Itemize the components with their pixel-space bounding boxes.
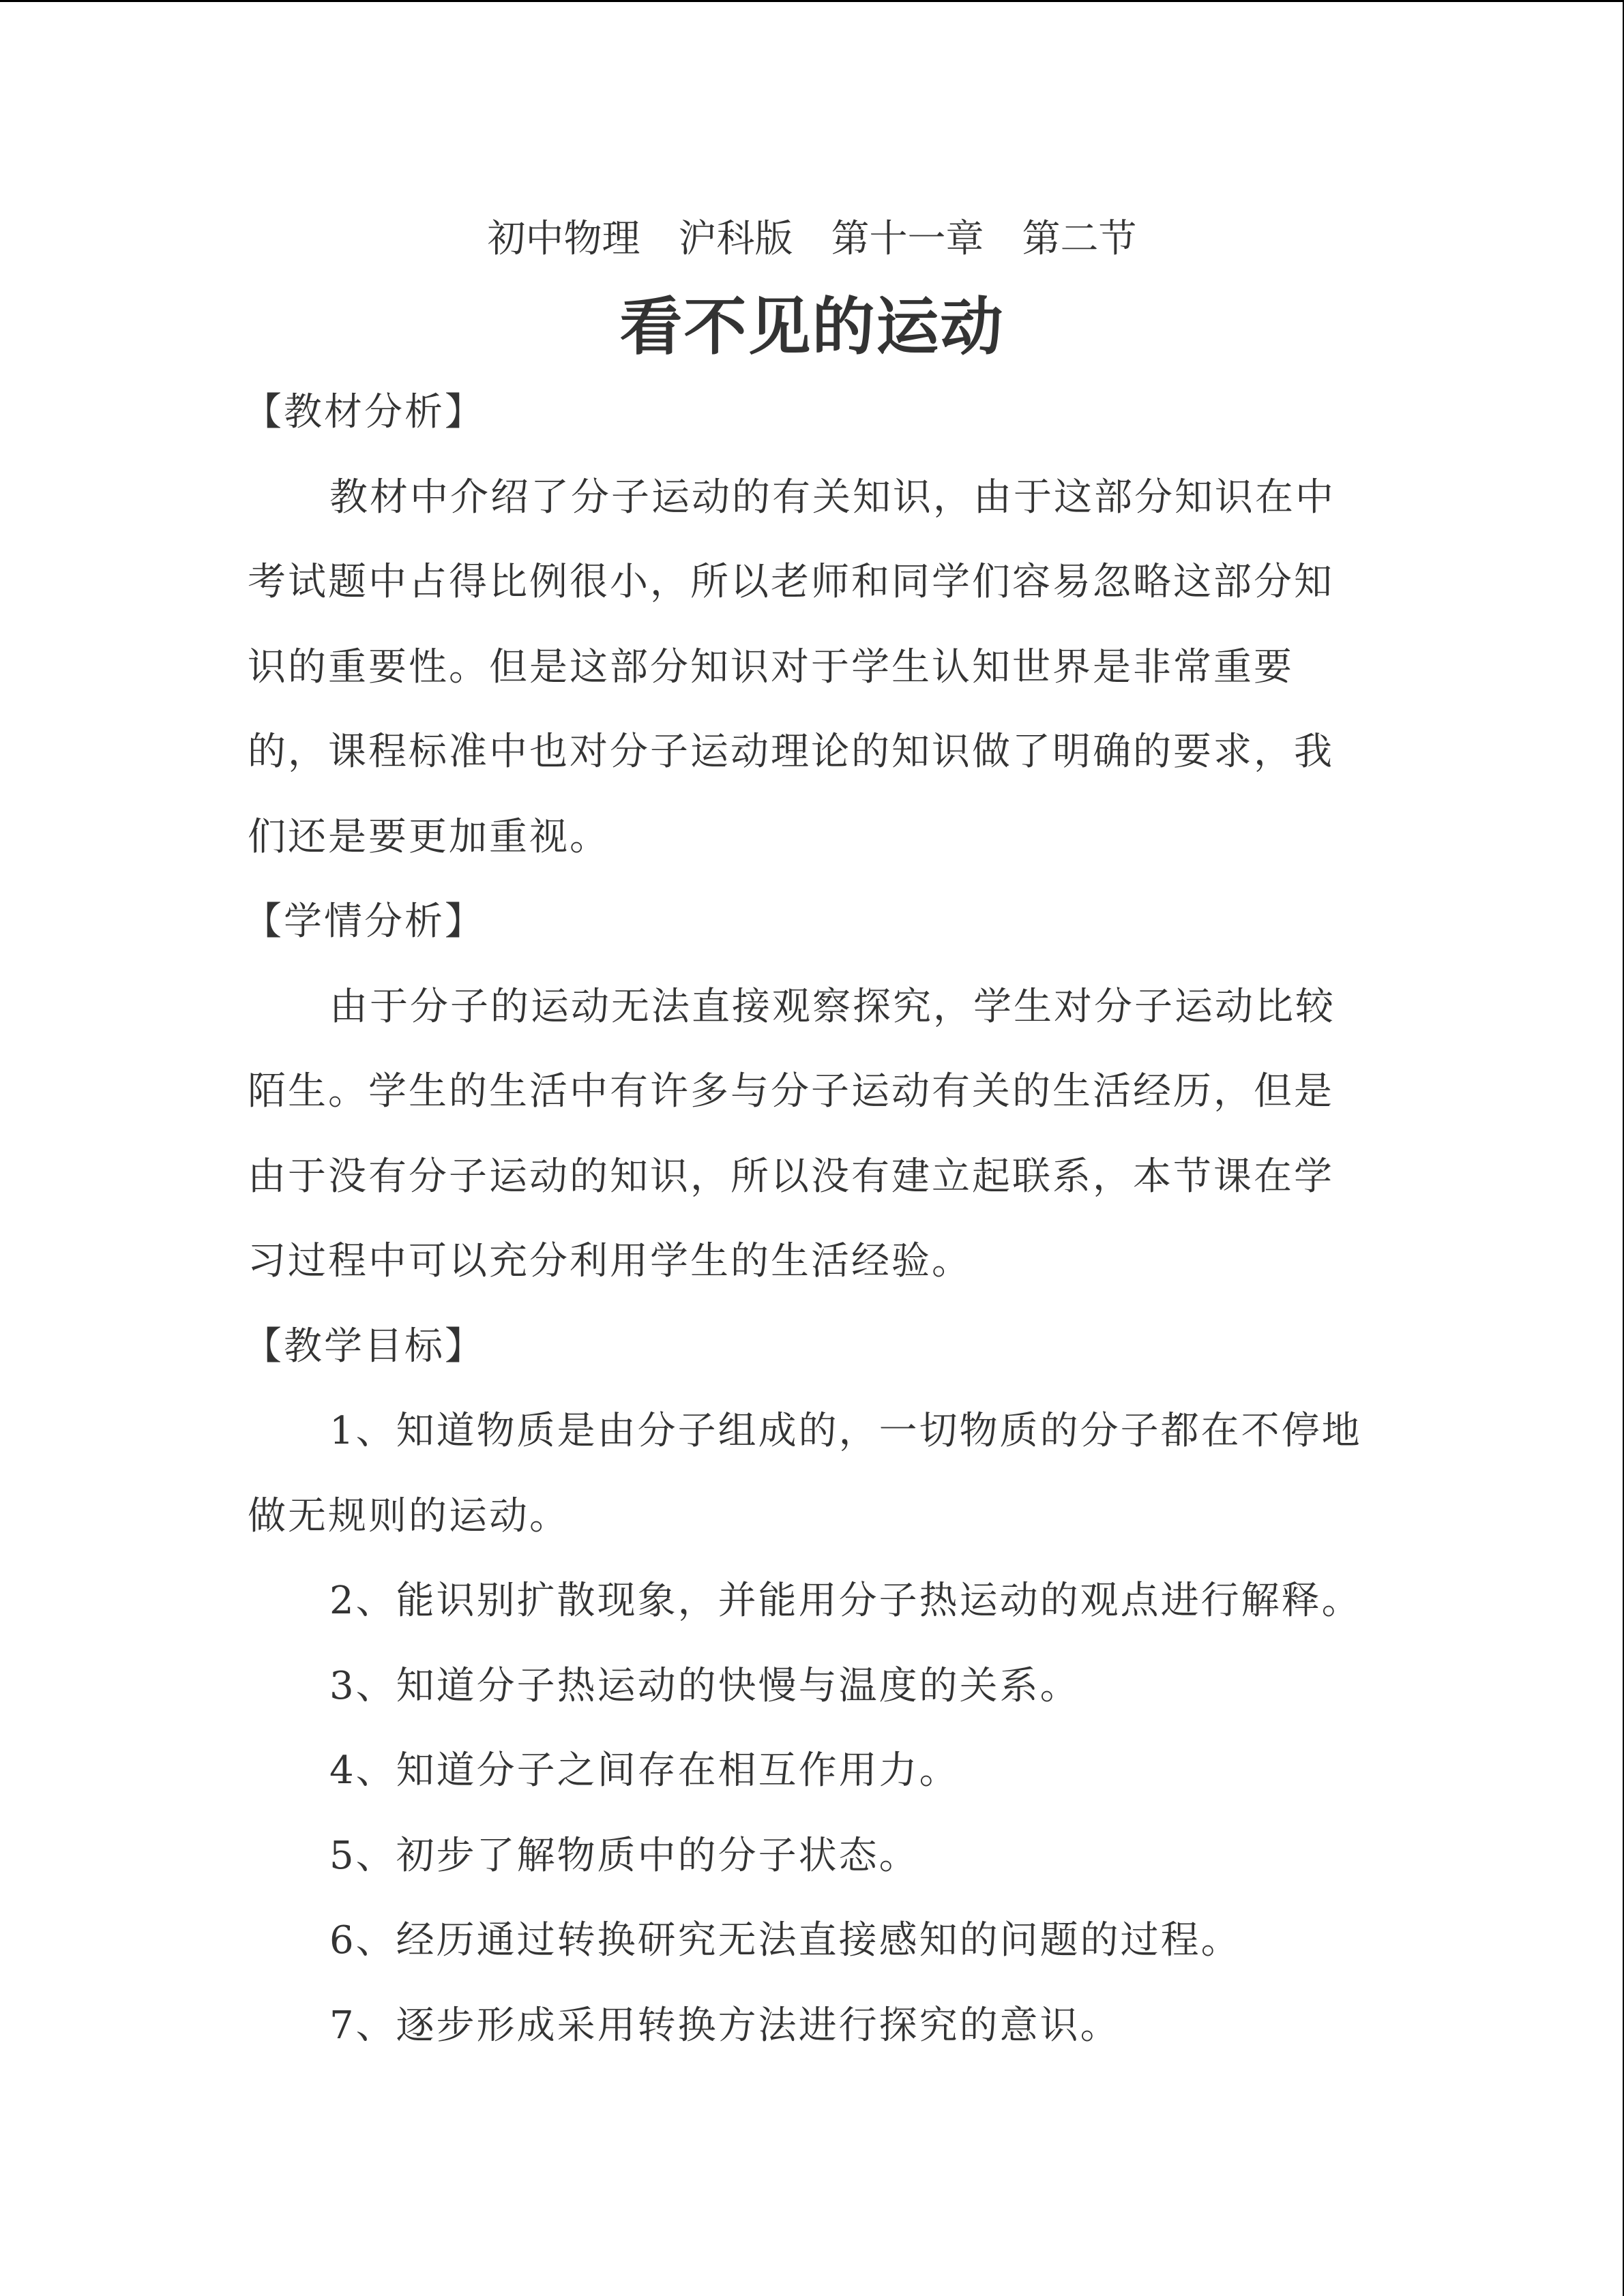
objective-item-7: 7、逐步形成采用转换方法进行探究的意识。 <box>329 2003 1121 2048</box>
paragraph-line: 陌生。学生的生活中有许多与分子运动有关的生活经历，但是 <box>248 1069 1334 1114</box>
paragraph-line: 们还是要更加重视。 <box>248 814 610 859</box>
objective-item-4: 4、知道分子之间存在相互作用力。 <box>329 1748 960 1793</box>
section-heading-student-analysis: 【学情分析】 <box>243 899 485 944</box>
document-subtitle: 初中物理 沪科版 第十一章 第二节 <box>487 217 1137 261</box>
paragraph-line: 的，课程标准中也对分子运动理论的知识做了明确的要求，我 <box>248 730 1334 774</box>
objective-item-3: 3、知道分子热运动的快慢与温度的关系。 <box>329 1663 1080 1708</box>
objective-item-6: 6、经历通过转换研究无法直接感知的问题的过程。 <box>329 1918 1241 1963</box>
objective-item-1-continued: 做无规则的运动。 <box>248 1493 570 1538</box>
objective-item-5: 5、初步了解物质中的分子状态。 <box>329 1833 919 1878</box>
document-body <box>243 370 1393 2068</box>
section-heading-teaching-objectives: 【教学目标】 <box>243 1324 485 1369</box>
paragraph-line: 教材中介绍了分子运动的有关知识，由于这部分知识在中 <box>329 475 1335 520</box>
section-heading-textbook-analysis: 【教材分析】 <box>243 390 485 434</box>
paragraph-line: 由于分子的运动无法直接观察探究，学生对分子运动比较 <box>329 984 1335 1029</box>
document-title: 看不见的运动 <box>619 290 1005 363</box>
paragraph-line: 考试题中占得比例很小，所以老师和同学们容易忽略这部分知 <box>248 560 1334 604</box>
paragraph-line: 习过程中可以充分利用学生的生活经验。 <box>248 1239 972 1283</box>
objective-item-2: 2、能识别扩散现象，并能用分子热运动的观点进行解释。 <box>329 1579 1362 1623</box>
paragraph-line: 由于没有分子运动的知识，所以没有建立起联系，本节课在学 <box>248 1154 1334 1199</box>
paragraph-line: 识的重要性。但是这部分知识对于学生认知世界是非常重要 <box>248 644 1294 689</box>
objective-item-1: 1、知道物质是由分子组成的，一切物质的分子都在不停地 <box>329 1409 1362 1453</box>
